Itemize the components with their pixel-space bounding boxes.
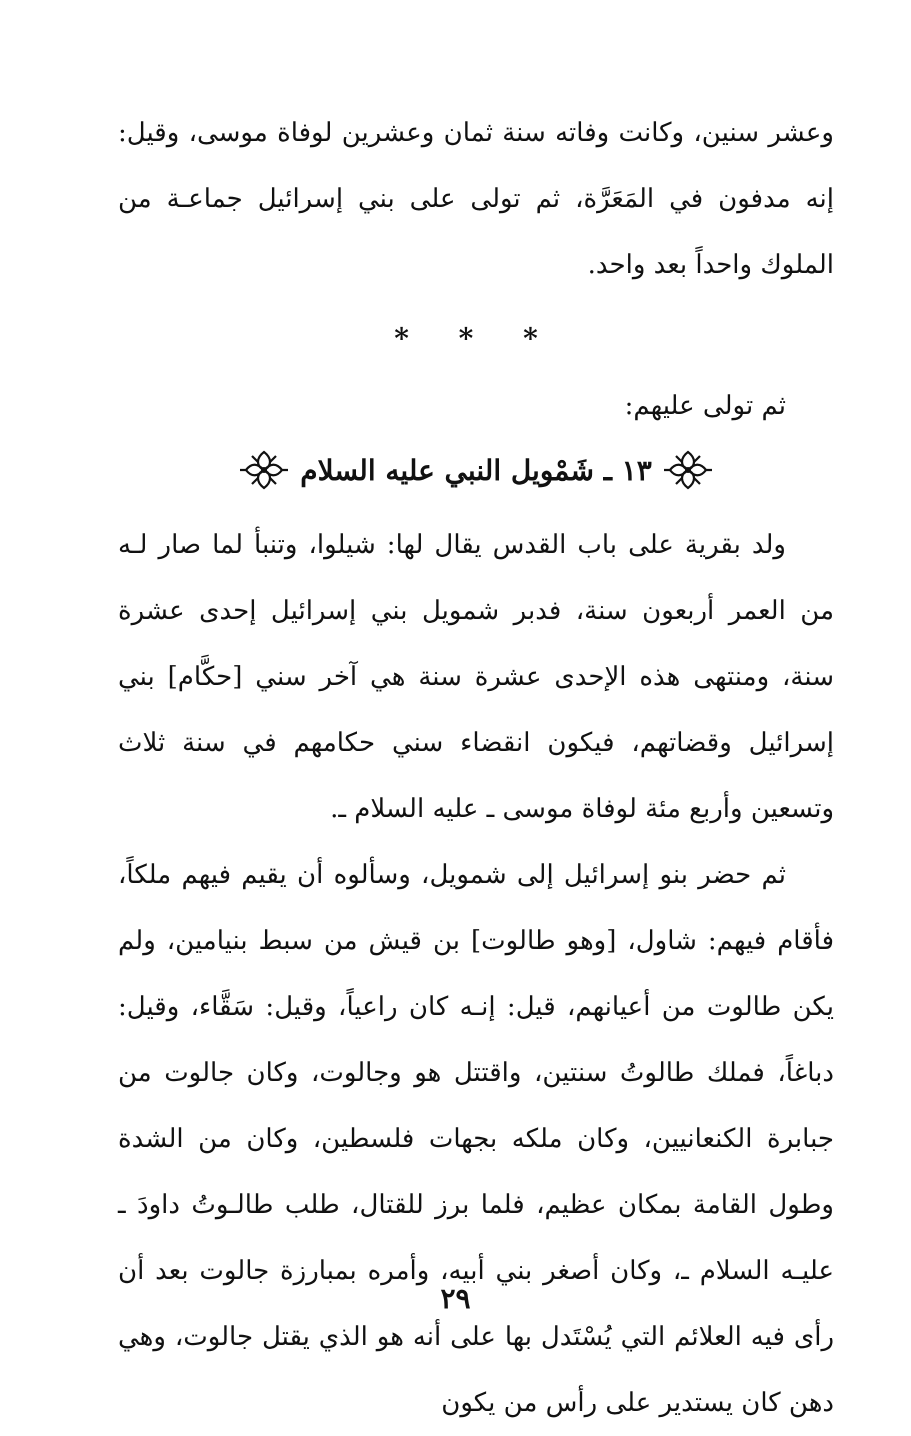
paragraph-continuation: وعشر سنين، وكانت وفاته سنة ثمان وعشرين لوفاة موسى، وقيل: إنه مدفون في المَعَرَّة، ثم تولى على بني إسرائيل جماعـة من الملوك واحداً بعد واحد. [118,118,834,280]
chapter-title: ١٣ ـ شَمْويل النبي عليه السلام [300,453,652,487]
book-page [118,100,834,1418]
page-number: ٢٩ [440,1282,471,1315]
section-intro: ثم تولى عليهم: [624,391,786,421]
paragraph-saul: ثم حضر بنو إسرائيل إلى شمويل، وسألوه أن يقيم فيهم ملكاً، فأقام فيهم: شاول، [وهو طالوت] بن قيش من سبط بنيامين، ولم يكن طالوت من أعيانهم، قيل: إنـه كان راعياً، وقيل: سَقَّاء، وقيل: دباغاً، فملك طالوتُ سنتين، واقتتل هو وجالوت، وكان جالوت من جبابرة الكنعانيين، وكان ملكه بجهات فلسطين، وكان من الشدة وطول القامة بمكان عظيم، فلما برز للقتال، طلب طالـوتُ داودَ ـ عليـه السلام ـ، وكان أصغر بني أبيه، وأمره بمبارزة جالوت بعد أن رأى فيه العلائم التي يُسْتَدل بها على أنه هو الذي يقتل جالوت، وهي دهن كان يستدير على رأس من يكون [118,860,834,1418]
paragraph-birth: ولد بقرية على باب القدس يقال لها: شيلوا، وتنبأ لما صار لـه من العمر أربعون سنة، فدبر شمويل بني إسرائيل إحدى عشرة سنة، ومنتهى هذه الإحدى عشرة سنة هي آخر سني [حكَّام] بني إسرائيل وقضاتهم، فيكون انقضاء سني حكامهم في سنة ثلاث وتسعين وأربع مئة لوفاة موسى ـ عليه السلام ـ. [118,530,834,824]
arabesque-ornament-icon [238,448,290,492]
chapter-heading [118,440,834,500]
section-separator: * * * [394,322,558,355]
arabesque-ornament-icon [662,448,714,492]
